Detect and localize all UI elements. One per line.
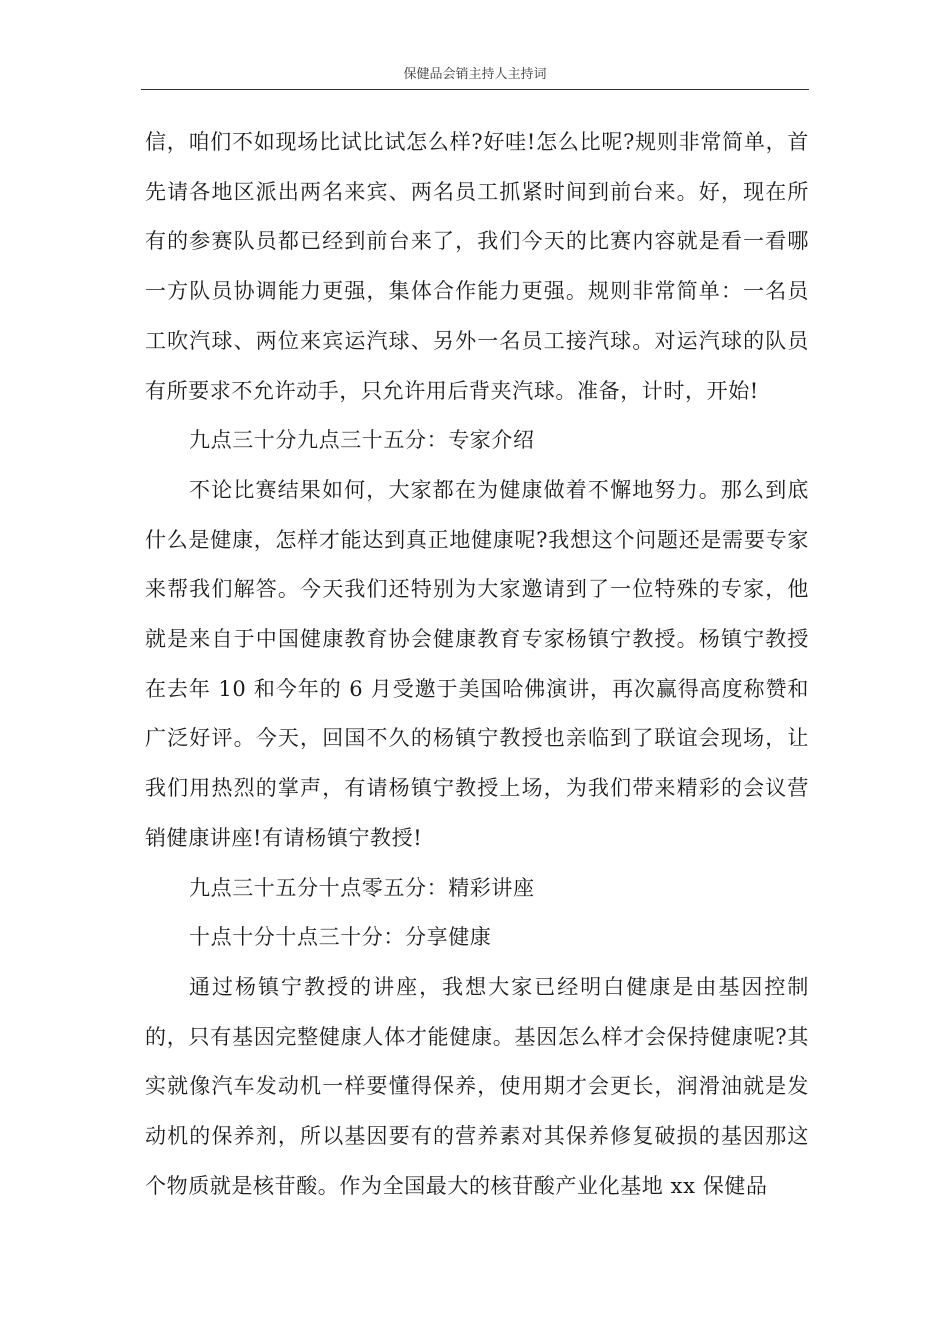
schedule-heading-sharing: 十点十分十点三十分：分享健康: [189, 925, 492, 950]
schedule-heading-lecture: 九点三十五分十点零五分：精彩讲座: [189, 875, 535, 900]
running-header: 保健品会销主持人主持词: [403, 67, 547, 82]
document-body: [145, 118, 809, 1211]
paragraph-expert-intro: 不论比赛结果如何，大家都在为健康做着不懈地努力。那么到底什么是健康，怎样才能达到真正地健康呢?我想这个问题还是需要专家来帮我们解答。今天我们还特别为大家邀请到了一位特殊的专家，他就是来自于中国健康教育协会健康教育专家杨镇宁教授。杨镇宁教授在去年 10 和今年的 6 月受邀于美国哈佛演讲，再次赢得高度称赞和广泛好评。今天，回国不久的杨镇宁教授也亲临到了联谊会现场，让我们用热烈的掌声，有请杨镇宁教授上场，为我们带来精彩的会议营销健康讲座!有请杨镇宁教授!: [145, 477, 809, 850]
header-divider: [141, 89, 809, 90]
paragraph-rules: 信，咱们不如现场比试比试怎么样?好哇!怎么比呢?规则非常简单，首先请各地区派出两名来宾、两名员工抓紧时间到前台来。好，现在所有的参赛队员都已经到前台来了，我们今天的比赛内容就是看一看哪一方队员协调能力更强，集体合作能力更强。规则非常简单：一名员工吹汽球、两位来宾运汽球、另外一名员工接汽球。对运汽球的队员有所要求不允许动手，只允许用后背夹汽球。准备，计时，开始!: [145, 130, 809, 403]
paragraph-sharing: 通过杨镇宁教授的讲座，我想大家已经明白健康是由基因控制的，只有基因完整健康人体才能健康。基因怎么样才会保持健康呢?其实就像汽车发动机一样要懂得保养，使用期才会更长，润滑油就是发动机的保养剂，所以基因要有的营养素对其保养修复破损的基因那这个物质就是核苷酸。作为全国最大的核苷酸产业化基地 xx 保健品: [145, 974, 809, 1198]
schedule-heading-expert-intro: 九点三十分九点三十五分：专家介绍: [189, 428, 535, 453]
